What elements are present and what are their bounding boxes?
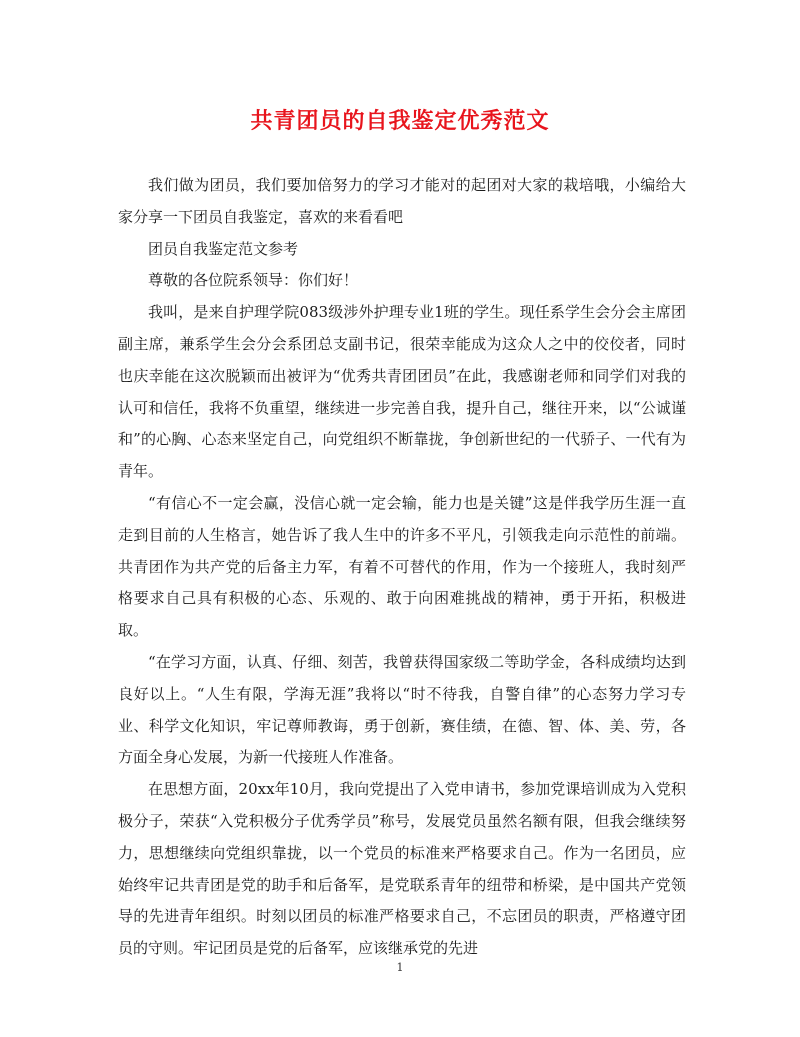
paragraph-motto: “有信心不一定会赢，没信心就一定会输，能力也是关键”这是伴我学历生涯一直走到目前的人生格言，她告诉了我人生中的许多不平凡，引领我走向示范性的前端。共青团作为共产党的后备主力军，有着不可替代的作用，作为一个接班人，我时刻严格要求自己具有积极的心态、乐观的、敢于向困难挑战的精神，勇于开拓，积极进取。 xyxy=(118,493,686,640)
paragraph-self-introduction: 我叫，是来自护理学院083级涉外护理专业1班的学生。现任系学生会分会主席团副主席，兼系学生会分会系团总支副书记，很荣幸能成为这众人之中的佼佼者，同时也庆幸能在这次脱颖而出被评为“优秀共青团团员”在此，我感谢老师和同学们对我的认可和信任，我将不负重望，继续进一步完善自我，提升自己，继往开来，以“公诚谨和”的心胸、心态来坚定自己，向党组织不断靠拢，争创新世纪的一代骄子、一代有为青年。 xyxy=(118,303,686,481)
paragraph-salutation: 尊敬的各位院系领导：你们好！ xyxy=(148,271,359,290)
paragraph-thought: 在思想方面，20xx年10月，我向党提出了入党申请书，参加党课培训成为入党积极分子，荣获“入党积极分子优秀学员”称号，发展党员虽然名额有限，但我会继续努力，思想继续向党组织靠拢，以一个党员的标准来严格要求自己。作为一名团员，应始终牢记共青团是党的助手和后备军，是党联系青年的纽带和桥梁，是中国共产党领导的先进青年组织。时刻以团员的标准严格要求自己，不忘团员的职责，严格遵守团员的守则。牢记团员是党的后备军，应该继承党的先进 xyxy=(118,780,686,958)
document-title: 共青团员的自我鉴定优秀范文 xyxy=(250,108,550,134)
paragraph-intro: 我们做为团员，我们要加倍努力的学习才能对的起团对大家的栽培哦，小编给大家分享一下团员自我鉴定，喜欢的来看看吧 xyxy=(118,176,686,226)
document-body xyxy=(118,170,686,965)
page-number: 1 xyxy=(396,961,404,974)
paragraph-section-heading: 团员自我鉴定范文参考 xyxy=(148,239,299,258)
paragraph-study: “在学习方面，认真、仔细、刻苦，我曾获得国家级二等助学金，各科成绩均达到良好以上。“人生有限，学海无涯”我将以“时不待我，自警自律”的心态努力学习专业、科学文化知识，牢记尊师教诲，勇于创新，赛佳绩，在德、智、体、美、劳，各方面全身心发展，为新一代接班人作准备。 xyxy=(118,652,686,767)
